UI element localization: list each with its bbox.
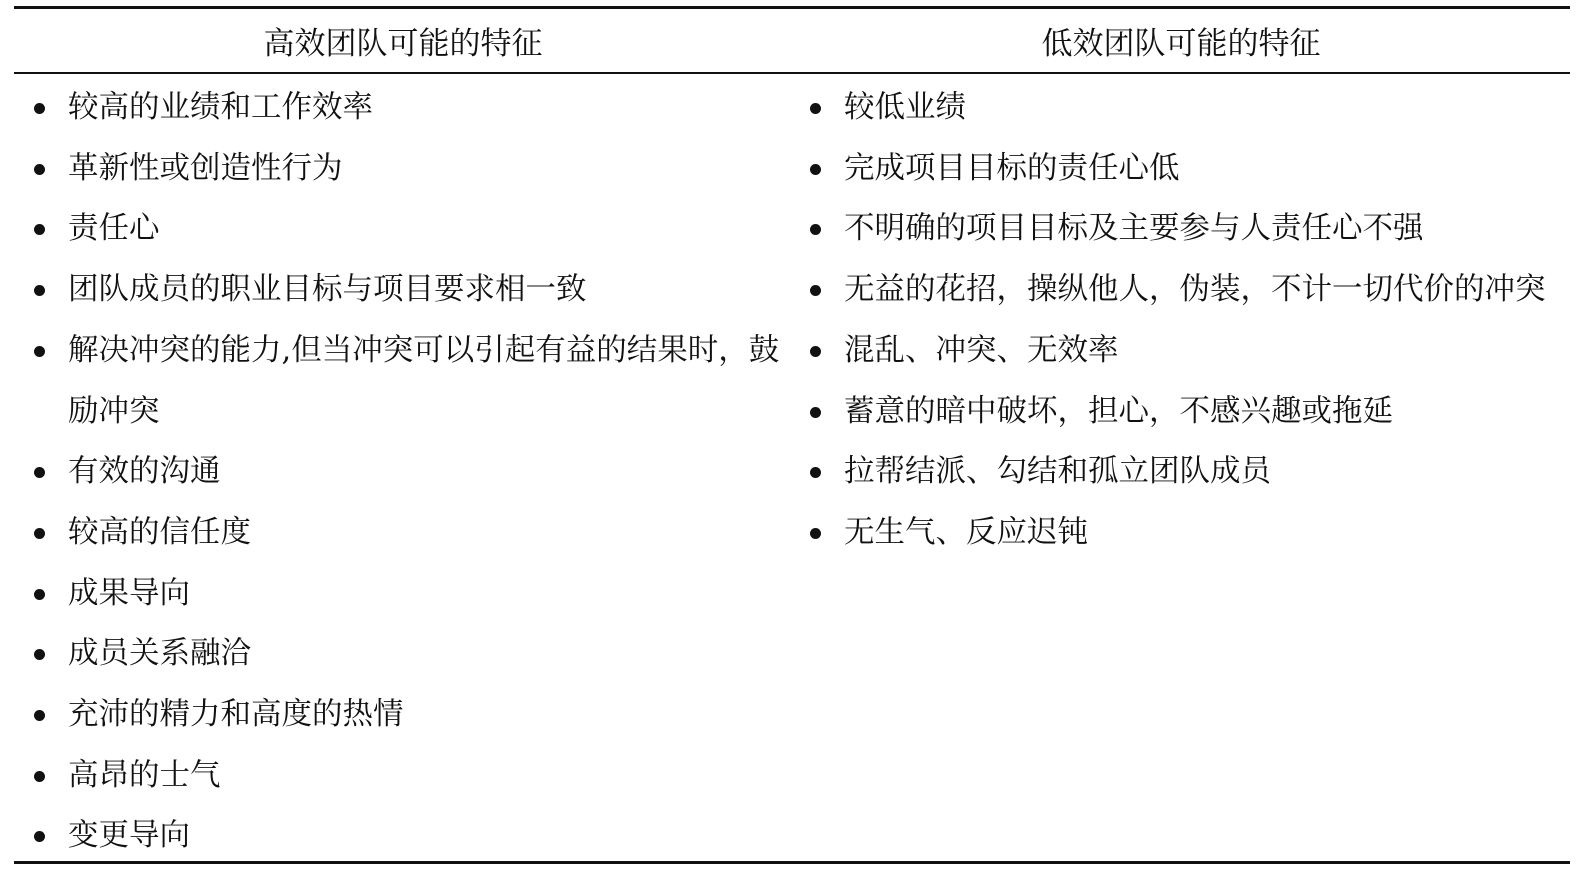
list-item bbox=[26, 746, 790, 807]
bullet-icon bbox=[34, 164, 45, 175]
bullet-icon bbox=[34, 589, 45, 600]
list-item bbox=[26, 78, 790, 139]
list-item-text: 拉帮结派、勾结和孤立团队成员 bbox=[844, 454, 1271, 490]
bullet-icon bbox=[810, 528, 821, 539]
header-high-efficiency-team: 高效团队可能的特征 bbox=[263, 26, 543, 62]
list-item-text: 变更导向 bbox=[68, 818, 190, 854]
low-efficiency-list bbox=[802, 78, 1566, 564]
bullet-icon bbox=[34, 285, 45, 296]
list-item-text: 成员关系融洽 bbox=[68, 636, 251, 672]
list-item-text: 较低业绩 bbox=[844, 90, 966, 125]
bullet-icon bbox=[34, 710, 45, 721]
list-item-text: 混乱、冲突、无效率 bbox=[844, 332, 1119, 368]
list-item-text: 较高的信任度 bbox=[68, 514, 251, 550]
bullet-icon bbox=[810, 164, 821, 175]
bullet-icon bbox=[34, 528, 45, 539]
list-item bbox=[802, 199, 1566, 260]
bullet-icon bbox=[34, 224, 45, 235]
bullet-icon bbox=[34, 831, 45, 842]
list-item-text: 无生气、反应迟钝 bbox=[844, 514, 1088, 550]
list-item bbox=[26, 806, 790, 867]
list-item bbox=[26, 503, 790, 564]
list-item-text: 无益的花招，操纵他人，伪装，不计一切代价的冲突 bbox=[844, 272, 1546, 308]
list-item-text: 蓄意的暗中破坏，担心，不感兴趣或拖延 bbox=[844, 393, 1393, 429]
list-item-text: 不明确的项目目标及主要参与人责任心不强 bbox=[844, 211, 1424, 247]
bullet-icon bbox=[810, 346, 821, 357]
table-bottom-rule bbox=[14, 861, 1570, 864]
list-item bbox=[26, 321, 790, 442]
list-item bbox=[802, 260, 1566, 321]
list-item-text: 充沛的精力和高度的热情 bbox=[68, 697, 404, 733]
list-item bbox=[26, 685, 790, 746]
bullet-icon bbox=[34, 467, 45, 478]
high-efficiency-list bbox=[26, 78, 790, 867]
list-item bbox=[802, 139, 1566, 200]
bullet-icon bbox=[810, 224, 821, 235]
list-item-text: 高昂的士气 bbox=[68, 757, 221, 793]
list-item bbox=[802, 382, 1566, 443]
bullet-icon bbox=[34, 771, 45, 782]
list-item-text: 完成项目目标的责任心低 bbox=[844, 150, 1180, 186]
list-item-text: 成果导向 bbox=[68, 575, 190, 611]
bullet-icon bbox=[810, 285, 821, 296]
list-item-text: 责任心 bbox=[68, 211, 160, 247]
table-header-rule bbox=[14, 72, 1570, 74]
list-item-text: 团队成员的职业目标与项目要求相一致 bbox=[68, 272, 587, 308]
bullet-icon bbox=[34, 649, 45, 660]
bullet-icon bbox=[810, 103, 821, 114]
header-low-efficiency-team: 低效团队可能的特征 bbox=[1041, 26, 1321, 62]
bullet-icon bbox=[34, 103, 45, 114]
list-item-text: 有效的沟通 bbox=[68, 454, 221, 490]
list-item bbox=[26, 624, 790, 685]
list-item bbox=[26, 564, 790, 625]
list-item bbox=[802, 321, 1566, 382]
bullet-icon bbox=[810, 407, 821, 418]
comparison-table bbox=[14, 6, 1570, 868]
list-item bbox=[26, 442, 790, 503]
list-item-text: 革新性或创造性行为 bbox=[68, 150, 343, 186]
list-item bbox=[26, 139, 790, 200]
list-item bbox=[802, 503, 1566, 564]
list-item bbox=[26, 260, 790, 321]
list-item bbox=[802, 78, 1566, 139]
bullet-icon bbox=[34, 346, 45, 357]
list-item bbox=[26, 199, 790, 260]
list-item bbox=[802, 442, 1566, 503]
bullet-icon bbox=[810, 467, 821, 478]
list-item-text: 较高的业绩和工作效率 bbox=[68, 90, 373, 125]
list-item-text: 解决冲突的能力,但当冲突可以引起有益的结果时，鼓励冲突 bbox=[68, 332, 780, 429]
